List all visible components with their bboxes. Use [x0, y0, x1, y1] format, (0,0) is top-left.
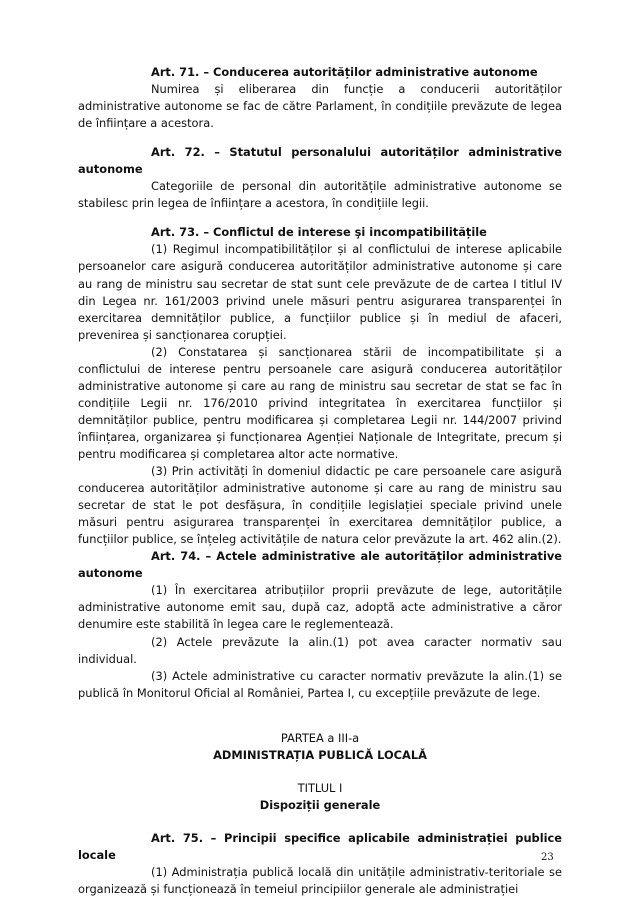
page-number: 23 [541, 852, 554, 863]
art74-paragraph-2: (2) Actele prevăzute la alin.(1) pot avea caracter normativ sau individual. [78, 634, 562, 666]
art74-heading: Art. 74. – Actele administrative ale autorităților administrative autonome [78, 549, 562, 581]
art71-paragraph: Numirea și eliberarea din funcție a conducerii autorităților administrative autonome se fac de către Parlament, în condițiile prevăzute de legea de înființare a acestora. [78, 82, 562, 131]
document-page [78, 64, 562, 898]
art75-heading: Art. 75. – Principii specifice aplicabile administrației publice locale [78, 830, 562, 862]
art74-paragraph-1: (1) În exercitarea atribuțiilor proprii prevăzute de lege, autoritățile administrative autonome emit sau, după caz, adoptă acte administrative a căror denumire este stabilită în legea care le reglementează. [78, 583, 562, 632]
title-label: TITLUL I [297, 780, 343, 795]
art73-paragraph-1: (1) Regimul incompatibilităților și al conflictului de interese aplicabile persoanelor care asigură conducerea autorităților administrative autonome și care au rang de ministru sau secretar de stat sunt cele prevăzute de de cartea I titlul IV din Legea nr. 161/2003 privind unele măsuri pentru asigurarea transparenței în exercitarea demnităților publice, a funcțiilor publice și în mediul de afaceri, prevenirea și sancționarea corupției. [78, 242, 562, 342]
art72-heading: Art. 72. – Statutul personalului autorităților administrative autonome [78, 145, 562, 177]
part-label: PARTEA a III-a [280, 730, 360, 745]
part-title: ADMINISTRAȚIA PUBLICĂ LOCALĂ [213, 747, 427, 762]
art73-paragraph-2: (2) Constatarea și sancționarea stării de incompatibilitate și a conflictului de interese pentru persoanele care asigură conducerea autorităților administrative autonome și care au rang de ministru sau secretar de stat se fac în condițiile Legii nr. 176/2010 privind integritatea în exercitarea funcțiilor și demnităților publice, pentru modificarea și completarea Legii nr. 144/2007 privind înființarea, organizarea și funcționarea Agenției Naționale de Integritate, precum și pentru modificarea și completarea altor acte normative. [78, 344, 562, 461]
art73-paragraph-3: (3) Prin activități în domeniul didactic pe care persoanele care asigură conducerea autorităților administrative autonome și care au rang de ministru sau secretar de stat le pot desfășura, în condițiile legislației speciale privind unele măsuri pentru asigurarea transparenței în exercitarea demnităților publice, a funcțiilor publice, se înțeleg activitățile de natura celor prevăzute la art. 462 alin.(2). [78, 464, 562, 547]
art74-paragraph-3: (3) Actele administrative cu caracter normativ prevăzute la alin.(1) se publică în Monitorul Oficial al României, Partea I, cu excepțiile prevăzute de lege. [78, 668, 562, 700]
title-heading: Dispoziții generale [259, 797, 381, 812]
art75-paragraph-1: (1) Administrația publică locală din unitățile administrativ-teritoriale se organizează și funcționează în temeiul principiilor generale ale administrației [78, 864, 562, 897]
art72-paragraph: Categoriile de personal din autoritățile administrative autonome se stabilesc prin legea de înființare a acestora, în condițiile legii. [78, 179, 562, 211]
art73-heading: Art. 73. – Conflictul de interese şi incompatibilitățile [151, 225, 487, 240]
art71-heading: Art. 71. – Conducerea autorităților administrative autonome [151, 65, 538, 79]
